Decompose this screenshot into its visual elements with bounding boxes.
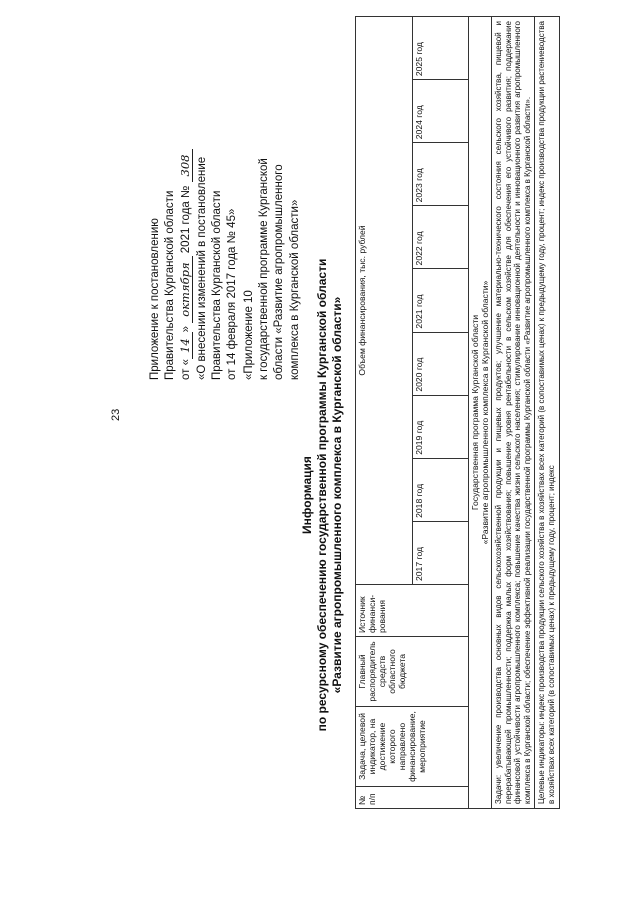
header-year: 2020 год xyxy=(412,332,469,395)
appendix10-line-4: комплекса в Курганской области» xyxy=(288,199,301,380)
header-year: 2023 год xyxy=(412,143,469,206)
appendix-line-5: Правительства Курганской области xyxy=(210,190,223,380)
header-year: 2024 год xyxy=(412,80,469,143)
header-row-1 xyxy=(356,17,413,809)
header-task: Задача, целевой индикатор, на достижение которого направлено финансирование, мероприятие xyxy=(356,707,469,787)
document-title xyxy=(300,235,345,755)
appendix-line-3 xyxy=(178,149,194,380)
funding-table xyxy=(355,16,560,809)
header-year: 2021 год xyxy=(412,269,469,332)
appendix-line-1: Приложение к постановлению xyxy=(149,218,161,380)
program-title-line-1: Государственная программа Курганской области xyxy=(470,314,480,511)
appendix-line-4: «О внесении изменений в постановление xyxy=(195,156,208,380)
tasks-cell: Задачи: увеличение производства основных видов сельскохозяйственной продукции и пищевых продуктов; улучшение материально-технического состояния сельского хозяйства, пищевой и перерабатывающей промышленности; поддержка малых форм хозяйствования; повышение уровня рентабельности в сельском хозяйстве для обеспечения его устойчивого развития; поддержание финансовой устойчивости агропромышленного комплекса; повышение качества жизни сельского населения; стимулирование инновационной деятельности и инновационного развития агропромышленного комплекса в Курганской области; обеспечение эффективной реализации государственной программы Курганской области «Развитие агропромышленного комплекса в Курганской области». xyxy=(492,17,535,809)
date-year: 2021 года № xyxy=(180,185,193,254)
appendix-line-2: Правительства Курганской области xyxy=(164,190,177,380)
header-year: 2019 год xyxy=(412,395,469,458)
program-title-cell xyxy=(469,17,492,809)
handwritten-month: октября xyxy=(178,256,193,322)
tasks-row xyxy=(492,17,535,809)
header-year: 2018 год xyxy=(412,458,469,521)
appendix10-line-2: к государственной программе Курганской xyxy=(258,158,271,380)
header-year: 2022 год xyxy=(412,206,469,269)
indicators-cell: Целевые индикаторы: индекс производства продукции сельского хозяйства в хозяйствах всех категорий (в сопоставимых ценах) к предыдущему году, процент; индекс производства продукции растениеводства в хозяйствах всех категорий (в сопоставимых ценах) к предыдущему году, процент; индекс xyxy=(535,17,559,809)
handwritten-number: 308 xyxy=(178,149,193,183)
header-source: Источник финанси-рования xyxy=(356,585,469,637)
indicators-row xyxy=(535,17,559,809)
handwritten-day: 14 xyxy=(178,332,193,359)
funding-table-wrapper xyxy=(355,16,560,809)
header-volume: Объем финансирования, тыс. рублей xyxy=(356,17,413,585)
header-year: 2025 год xyxy=(412,17,469,80)
appendix10-line-1: «Приложение 10 xyxy=(243,290,255,380)
title-line-1: Информация xyxy=(300,456,314,534)
header-admin: Главный распорядитель средств областного бюджета xyxy=(356,637,469,707)
program-title-line-2: «Развитие агропромышленного комплекса в Курганской области» xyxy=(480,280,490,545)
title-line-2: по ресурсному обеспечению государственной программы Курганской области xyxy=(315,258,329,732)
appendix-block xyxy=(148,149,240,380)
page-number: 23 xyxy=(110,408,122,421)
title-line-3: «Развитие агропромышленного комплекса в Курганской области» xyxy=(330,296,344,694)
date-prefix: от « xyxy=(180,358,193,380)
appendix-line-6: от 14 февраля 2017 года № 45» xyxy=(226,208,239,380)
appendix10-line-3: области «Развитие агропромышленного xyxy=(273,164,286,380)
date-mid: » xyxy=(180,325,193,333)
appendix-10-block xyxy=(242,158,303,380)
header-num: № п/п xyxy=(356,787,469,809)
header-year: 2017 год xyxy=(412,521,469,584)
program-title-row xyxy=(469,17,492,809)
